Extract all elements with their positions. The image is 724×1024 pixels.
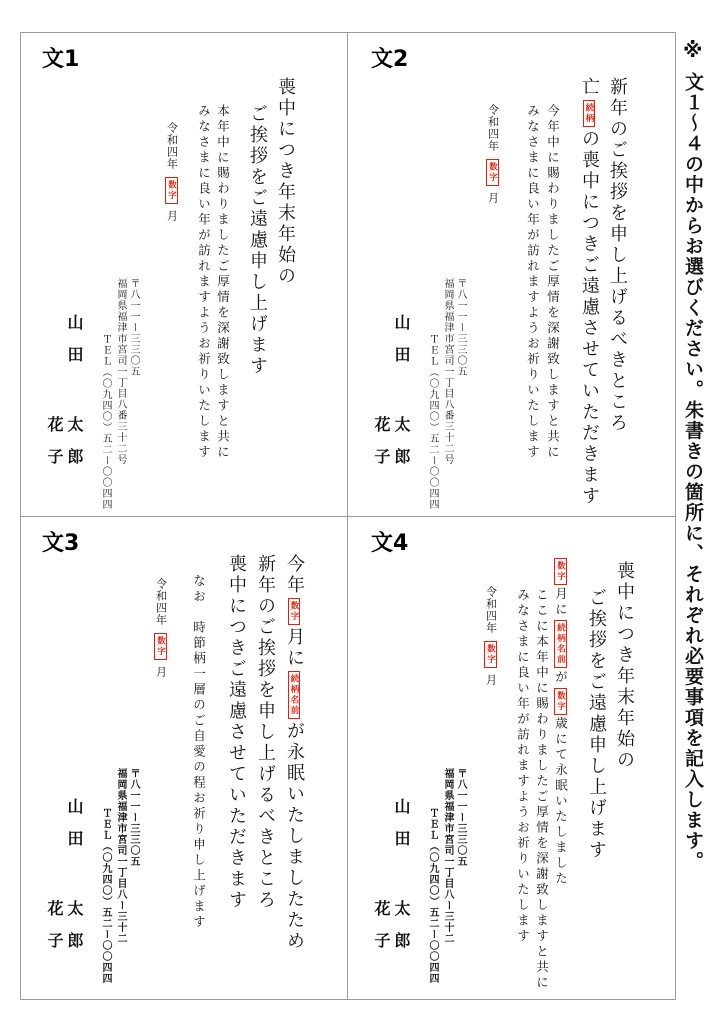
panel-3 [20,516,347,1000]
sender-given-name-2: 花子 [372,416,391,480]
sender-given-name: 太郎 [65,900,84,964]
sender-tel: ＴＥＬ（〇九四〇）五二ー〇〇四四 [100,808,111,984]
body-line: ここに本年中に賜わりましたご厚情を深謝致しますと共に [534,588,550,991]
greeting-line: ご挨拶をご遠慮申し上げます [247,104,268,377]
body-line: みなさまに良い年が訪れますようお祈りいたします [525,104,541,461]
greeting-line: 喪中につき年末年始の [275,77,296,287]
greeting-line [285,554,303,952]
body-text: 歳にて永眠いたしました [553,716,569,887]
number-placeholder: 数字 [554,558,567,585]
greeting-text: の喪中につきご遠慮させていただきます [579,129,600,507]
body-line: 本年中に賜わりましたご厚情を深謝致しますと共に [215,104,231,461]
deceased-prefix: 亡 [579,77,600,98]
panel-1 [20,32,347,516]
number-placeholder: 数字 [554,688,567,715]
greeting-line: 喪中につきご遠慮させていただきます [226,554,247,911]
panel-4 [347,516,676,1000]
panel-label: 文3 [42,531,80,556]
relation-name-placeholder: 続柄名前 [554,620,567,668]
sender-address: 福岡県福津市宮司一丁目八ー三十二 [115,768,126,944]
body-line [554,556,567,887]
note-mark: ※ [683,38,703,62]
greeting-text: が永眠いたしましたため [284,721,305,952]
date-era: 令和四年 [484,586,498,634]
panel-label: 文2 [371,47,409,72]
postal-code: 〒八一一ー三三〇五 [455,278,466,377]
date-era: 令和四年 [154,578,168,626]
date-month: 月 [165,210,179,222]
body-line: みなさまに良い年が訪れますようお祈りいたします [515,588,531,945]
number-placeholder: 数字 [154,633,167,660]
date-month: 月 [486,192,500,204]
greeting-line: 喪中につき年末年始の [614,561,635,771]
greeting-text: 月に [284,627,305,669]
greeting-line [580,77,598,507]
date-line [165,122,178,222]
sender-family-name: 山田 [65,314,84,378]
postal-code: 〒八一一ー三三〇五 [128,278,139,377]
body-line: なお 時節柄一層のご自愛の程お祈り申し上げます [191,574,207,931]
relation-name-placeholder: 続柄名前 [288,671,301,719]
panel-label: 文4 [371,531,409,556]
sender-given-name: 太郎 [392,416,411,480]
sender-tel: ＴＥＬ（〇九四〇）五二ー〇〇四四 [427,808,438,984]
date-line [486,104,499,204]
instruction-note: 文１～４の中からお選びください。朱書きの箇所に、それぞれ必要事項を記入します。 [682,72,704,872]
panel-label: 文1 [42,47,80,72]
sender-given-name: 太郎 [65,416,84,480]
relation-placeholder: 続柄 [583,100,596,127]
body-text: 月に [553,587,569,618]
sender-given-name-2: 花子 [45,900,64,964]
number-placeholder: 数字 [165,177,178,204]
body-line: 今年中に賜わりましたご厚情を深謝致しますと共に [545,104,561,461]
panel-2 [347,32,676,516]
sender-address: 福岡県福津市宮司一丁目八番三十二号 [442,278,453,465]
postal-code: 〒八一一ー三三〇五 [128,768,139,867]
sender-given-name-2: 花子 [372,900,391,964]
greeting-line: ご挨拶をご遠慮申し上げます [586,588,607,861]
body-line: みなさまに良い年が訪れますようお祈りいたします [196,104,212,461]
sender-address: 福岡県福津市宮司一丁目八ー三十二 [442,768,453,944]
date-line [154,578,167,678]
body-text: が [553,670,569,686]
number-placeholder: 数字 [486,159,499,186]
greeting-line: 新年のご挨拶を申し上げるべきところ [607,77,628,434]
greeting-line: 新年のご挨拶を申し上げるべきところ [255,554,276,911]
date-line [484,586,497,686]
date-month: 月 [154,666,168,678]
date-month: 月 [484,674,498,686]
number-placeholder: 数字 [288,598,301,625]
sender-family-name: 山田 [392,314,411,378]
sender-given-name-2: 花子 [45,416,64,480]
sender-family-name: 山田 [65,798,84,862]
sender-address: 福岡県福津市宮司一丁目八番三十二号 [115,278,126,465]
sender-given-name: 太郎 [392,900,411,964]
sender-tel: ＴＥＬ（〇九四〇）五二ー〇〇四四 [427,334,438,510]
sender-tel: ＴＥＬ（〇九四〇）五二ー〇〇四四 [100,334,111,510]
sender-family-name: 山田 [392,798,411,862]
greeting-text: 今年 [284,554,305,596]
date-era: 令和四年 [486,104,500,152]
date-era: 令和四年 [165,122,179,170]
number-placeholder: 数字 [484,641,497,668]
postal-code: 〒八一一ー三三〇五 [455,768,466,867]
